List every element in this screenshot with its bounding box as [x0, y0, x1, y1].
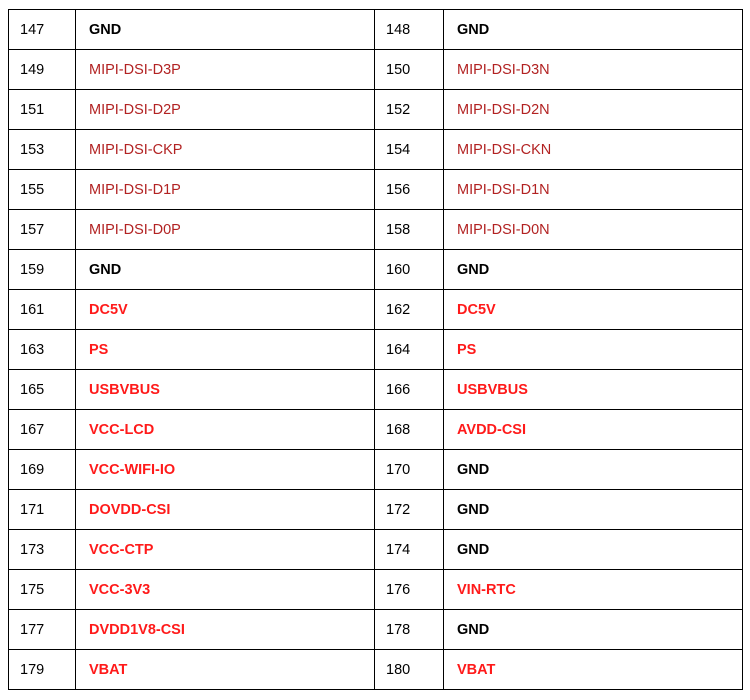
pin-number-cell: 163 — [9, 330, 76, 370]
table-row — [9, 250, 743, 290]
signal-name: PS — [457, 341, 477, 358]
pin-number-cell: 172 — [375, 490, 444, 530]
pin-number-cell: 165 — [9, 370, 76, 410]
signal-name: GND — [457, 501, 490, 518]
pin-number-cell: 157 — [9, 210, 76, 250]
pin-number-cell: 175 — [9, 570, 76, 610]
table-row — [9, 490, 743, 530]
signal-name-cell — [76, 130, 375, 170]
signal-name-cell — [76, 410, 375, 450]
signal-name-cell — [444, 410, 743, 450]
signal-name: VCC-LCD — [89, 421, 155, 438]
signal-name: GND — [457, 541, 490, 558]
pin-number-cell: 167 — [9, 410, 76, 450]
signal-name: PS — [89, 341, 109, 358]
pin-number-cell: 151 — [9, 90, 76, 130]
signal-name-cell — [76, 370, 375, 410]
signal-name-cell — [444, 610, 743, 650]
pin-number-cell: 177 — [9, 610, 76, 650]
signal-name-cell — [444, 10, 743, 50]
pin-number-cell: 178 — [375, 610, 444, 650]
table-row — [9, 570, 743, 610]
signal-name: GND — [457, 461, 490, 478]
signal-name-cell — [444, 170, 743, 210]
signal-name: VIN-RTC — [457, 581, 516, 598]
table-row — [9, 330, 743, 370]
signal-name: MIPI-DSI-D3N — [457, 61, 550, 78]
signal-name-cell — [76, 10, 375, 50]
signal-name-cell — [444, 250, 743, 290]
table-row — [9, 90, 743, 130]
signal-name: DC5V — [89, 301, 128, 318]
pin-number-cell: 166 — [375, 370, 444, 410]
signal-name-cell — [76, 330, 375, 370]
pin-number-cell: 149 — [9, 50, 76, 90]
signal-name: MIPI-DSI-CKN — [457, 141, 552, 158]
signal-name-cell — [444, 570, 743, 610]
signal-name: VCC-WIFI-IO — [89, 461, 176, 478]
signal-name: USBVBUS — [89, 381, 160, 398]
signal-name: MIPI-DSI-D0P — [89, 221, 181, 238]
pin-number-cell: 154 — [375, 130, 444, 170]
signal-name: DVDD1V8-CSI — [89, 621, 185, 638]
signal-name: MIPI-DSI-CKP — [89, 141, 183, 158]
signal-name: AVDD-CSI — [457, 421, 527, 438]
signal-name: GND — [457, 261, 490, 278]
signal-name-cell — [76, 170, 375, 210]
signal-name: MIPI-DSI-D0N — [457, 221, 550, 238]
signal-name-cell — [76, 50, 375, 90]
signal-name-cell — [76, 650, 375, 690]
pin-number-cell: 180 — [375, 650, 444, 690]
signal-name: MIPI-DSI-D3P — [89, 61, 181, 78]
table-row — [9, 450, 743, 490]
signal-name: MIPI-DSI-D2P — [89, 101, 181, 118]
signal-name: GND — [89, 261, 122, 278]
signal-name-cell — [444, 330, 743, 370]
signal-name: GND — [89, 21, 122, 38]
pin-number-cell: 176 — [375, 570, 444, 610]
pin-number-cell: 161 — [9, 290, 76, 330]
pin-number-cell: 159 — [9, 250, 76, 290]
pin-number-cell: 150 — [375, 50, 444, 90]
signal-name: DC5V — [457, 301, 496, 318]
signal-name-cell — [444, 290, 743, 330]
signal-name: MIPI-DSI-D2N — [457, 101, 550, 118]
table-row — [9, 610, 743, 650]
signal-name-cell — [76, 210, 375, 250]
pin-table — [8, 9, 743, 690]
pin-table-body — [9, 10, 743, 690]
signal-name-cell — [76, 290, 375, 330]
table-row — [9, 650, 743, 690]
pin-number-cell: 179 — [9, 650, 76, 690]
pin-number-cell: 152 — [375, 90, 444, 130]
pin-number-cell: 158 — [375, 210, 444, 250]
signal-name-cell — [76, 250, 375, 290]
signal-name: GND — [457, 21, 490, 38]
table-row — [9, 130, 743, 170]
table-row — [9, 530, 743, 570]
signal-name: VBAT — [457, 661, 496, 678]
signal-name: DOVDD-CSI — [89, 501, 171, 518]
pin-number-cell: 171 — [9, 490, 76, 530]
table-row — [9, 10, 743, 50]
signal-name: VCC-CTP — [89, 541, 154, 558]
pin-number-cell: 168 — [375, 410, 444, 450]
signal-name-cell — [444, 50, 743, 90]
pin-number-cell: 147 — [9, 10, 76, 50]
pin-number-cell: 148 — [375, 10, 444, 50]
table-row — [9, 410, 743, 450]
signal-name: MIPI-DSI-D1N — [457, 181, 550, 198]
pin-number-cell: 160 — [375, 250, 444, 290]
table-row — [9, 50, 743, 90]
signal-name-cell — [444, 490, 743, 530]
signal-name-cell — [76, 610, 375, 650]
table-row — [9, 170, 743, 210]
signal-name: MIPI-DSI-D1P — [89, 181, 181, 198]
signal-name-cell — [444, 130, 743, 170]
signal-name-cell — [76, 530, 375, 570]
pin-number-cell: 164 — [375, 330, 444, 370]
signal-name-cell — [76, 450, 375, 490]
signal-name: VBAT — [89, 661, 128, 678]
signal-name-cell — [444, 530, 743, 570]
signal-name-cell — [444, 450, 743, 490]
table-row — [9, 210, 743, 250]
table-row — [9, 290, 743, 330]
pin-number-cell: 173 — [9, 530, 76, 570]
pin-number-cell: 169 — [9, 450, 76, 490]
pin-number-cell: 156 — [375, 170, 444, 210]
pin-number-cell: 155 — [9, 170, 76, 210]
pin-number-cell: 162 — [375, 290, 444, 330]
signal-name-cell — [444, 210, 743, 250]
signal-name: GND — [457, 621, 490, 638]
signal-name-cell — [76, 90, 375, 130]
signal-name: VCC-3V3 — [89, 581, 151, 598]
signal-name-cell — [444, 650, 743, 690]
pin-number-cell: 170 — [375, 450, 444, 490]
table-row — [9, 370, 743, 410]
signal-name-cell — [76, 490, 375, 530]
signal-name-cell — [444, 370, 743, 410]
pin-number-cell: 153 — [9, 130, 76, 170]
signal-name-cell — [76, 570, 375, 610]
pin-number-cell: 174 — [375, 530, 444, 570]
signal-name-cell — [444, 90, 743, 130]
signal-name: USBVBUS — [457, 381, 528, 398]
